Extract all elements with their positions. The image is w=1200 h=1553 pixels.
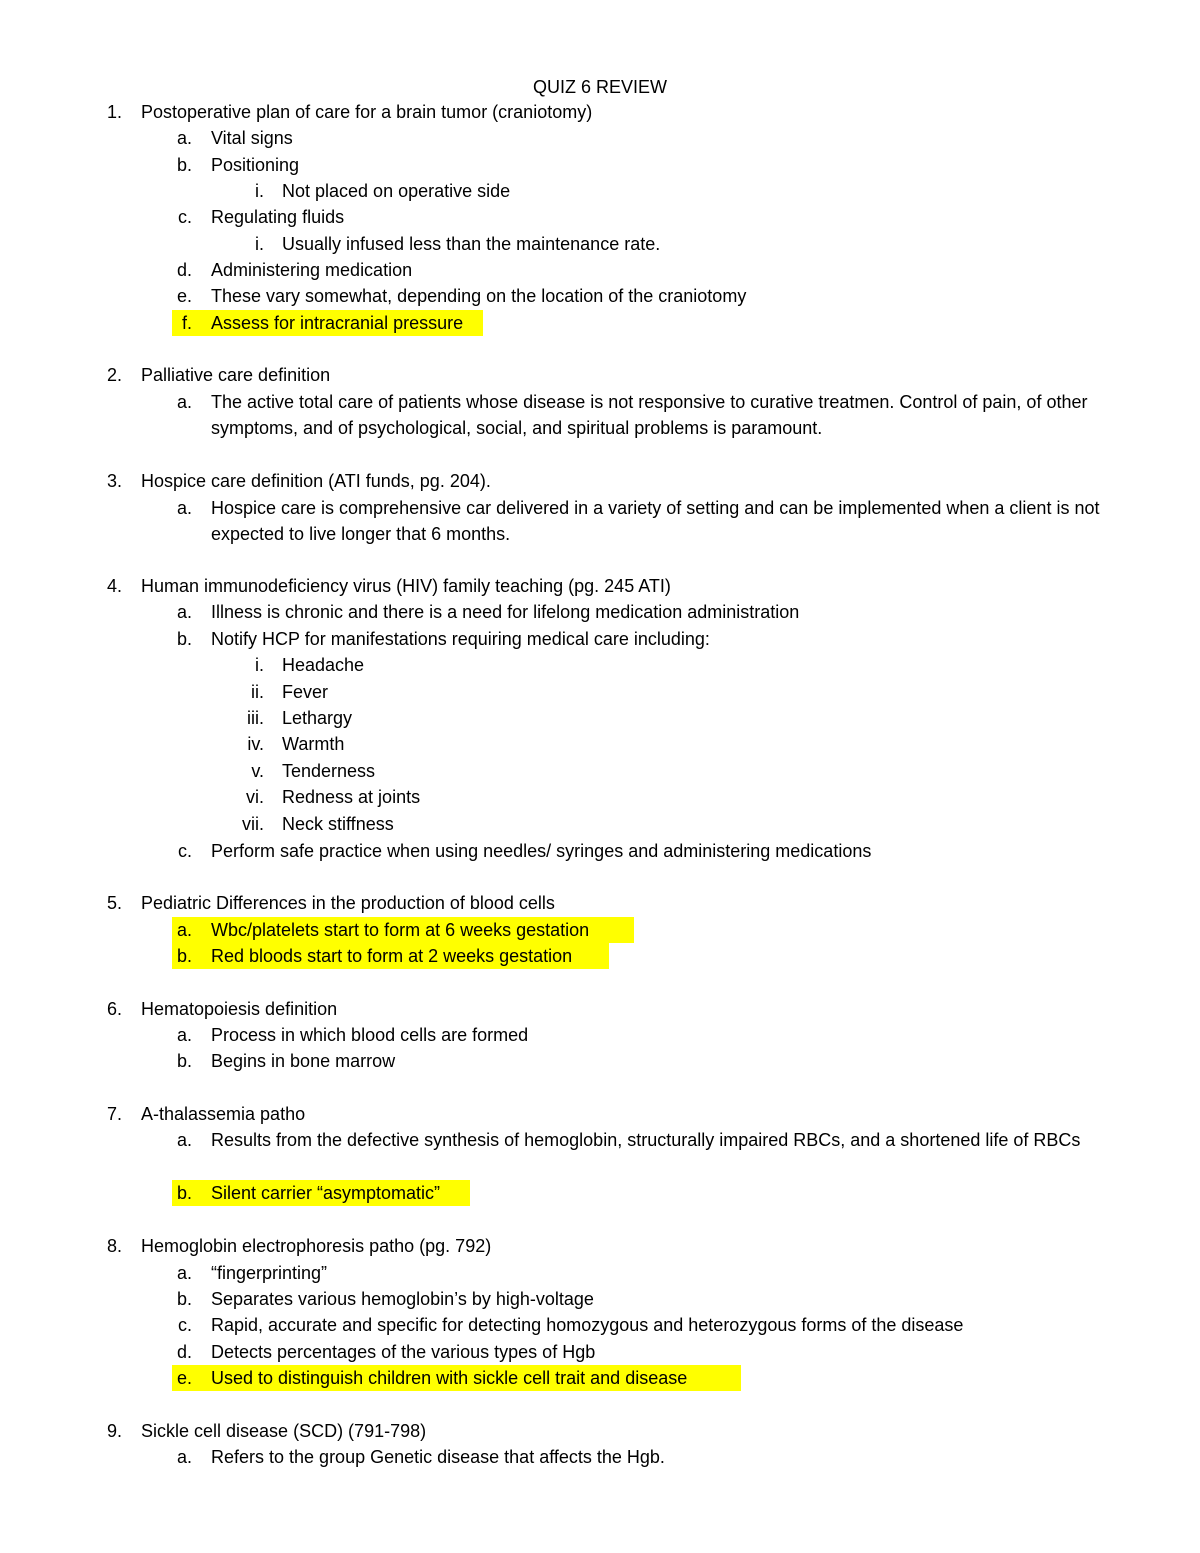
item-roman: i. — [255, 655, 264, 675]
item-text: Separates various hemoglobin’s by high-voltage — [211, 1289, 594, 1309]
item-text: Tenderness — [282, 761, 376, 781]
item-roman: v. — [251, 761, 264, 781]
item-text: Assess for intracranial pressure — [211, 313, 464, 333]
item-text: Warmth — [282, 734, 345, 754]
item-text: Hemoglobin electrophoresis patho (pg. 792) — [141, 1236, 492, 1256]
item-text: Silent carrier “asymptomatic” — [211, 1183, 441, 1203]
item-letter: b. — [176, 946, 192, 966]
item-text: Notify HCP for manifestations requiring medical care including: — [211, 629, 710, 649]
item-text: Results from the defective synthesis of hemoglobin, structurally impaired RBCs, and a shortened life of RBCs — [211, 1130, 1081, 1150]
item-text: Palliative care definition — [141, 365, 331, 385]
item-text: Refers to the group Genetic disease that affects the Hgb. — [211, 1447, 665, 1467]
item-text: “fingerprinting” — [211, 1263, 328, 1283]
item-roman: ii. — [251, 682, 264, 702]
item-letter: e. — [176, 1368, 192, 1388]
item-text: Pediatric Differences in the production of blood cells — [141, 893, 555, 913]
item-letter: c. — [177, 841, 192, 861]
item-text: Hematopoiesis definition — [141, 999, 338, 1019]
item-text: Detects percentages of the various types of Hgb — [211, 1342, 596, 1362]
item-text: Fever — [282, 682, 329, 702]
item-text: Hospice care definition (ATI funds, pg. 204). — [141, 471, 491, 491]
item-letter: a. — [176, 128, 192, 148]
item-text: Neck stiffness — [282, 814, 394, 834]
item-number: 6. — [106, 999, 122, 1019]
item-number: 1. — [106, 102, 122, 122]
item-letter: b. — [176, 629, 192, 649]
item-text: Redness at joints — [282, 787, 421, 807]
item-letter: a. — [176, 1025, 192, 1045]
item-roman: i. — [255, 181, 264, 201]
item-letter: a. — [176, 1130, 192, 1150]
item-text: These vary somewhat, depending on the location of the craniotomy — [211, 286, 747, 306]
item-text: Human immunodeficiency virus (HIV) family teaching (pg. 245 ATI) — [141, 576, 671, 596]
item-text: Regulating fluids — [211, 207, 345, 227]
item-roman: vi. — [246, 787, 264, 807]
item-letter: a. — [176, 392, 192, 412]
item-roman: iii. — [247, 708, 264, 728]
item-letter: c. — [177, 207, 192, 227]
item-number: 5. — [106, 893, 122, 913]
item-number: 3. — [106, 471, 122, 491]
item-text: Headache — [282, 655, 365, 675]
item-roman: i. — [255, 234, 264, 254]
item-number: 9. — [106, 1421, 122, 1441]
item-text: Begins in bone marrow — [211, 1051, 396, 1071]
item-text: Vital signs — [211, 128, 293, 148]
item-text: Not placed on operative side — [282, 181, 511, 201]
item-text: Sickle cell disease (SCD) (791-798) — [141, 1421, 427, 1441]
item-text: Positioning — [211, 155, 300, 175]
item-letter: e. — [176, 286, 192, 306]
item-letter: a. — [176, 1263, 192, 1283]
item-text: Used to distinguish children with sickle cell trait and disease — [211, 1368, 688, 1388]
item-letter: a. — [176, 602, 192, 622]
item-text: The active total care of patients whose disease is not responsive to curative treatmen. Control of pain, of other symptoms, and of psychological, social, and spiritual problems is paramount. — [211, 392, 1088, 438]
item-text: Rapid, accurate and specific for detecting homozygous and heterozygous forms of the disease — [211, 1315, 964, 1335]
item-letter: b. — [176, 1289, 192, 1309]
item-letter: c. — [177, 1315, 192, 1335]
item-text: Usually infused less than the maintenance rate. — [282, 234, 661, 254]
item-number: 7. — [106, 1104, 122, 1124]
item-text: Hospice care is comprehensive car delivered in a variety of setting and can be implemented when a client is not expected to live longer that 6 months. — [211, 498, 1100, 544]
item-letter: b. — [176, 1051, 192, 1071]
item-letter: d. — [176, 260, 192, 280]
item-text: A-thalassemia patho — [141, 1104, 306, 1124]
item-letter: f. — [181, 313, 192, 333]
item-text: Perform safe practice when using needles/ syringes and administering medications — [211, 841, 872, 861]
item-letter: a. — [176, 498, 192, 518]
item-letter: a. — [176, 1447, 192, 1467]
item-roman: vii. — [242, 814, 264, 834]
item-number: 8. — [106, 1236, 122, 1256]
item-letter: d. — [176, 1342, 192, 1362]
item-roman: iv. — [247, 734, 264, 754]
item-text: Illness is chronic and there is a need for lifelong medication administration — [211, 602, 800, 622]
item-letter: b. — [176, 155, 192, 175]
item-letter: b. — [176, 1183, 192, 1203]
item-text: Administering medication — [211, 260, 413, 280]
item-text: Lethargy — [282, 708, 353, 728]
item-number: 2. — [106, 365, 122, 385]
item-text: Red bloods start to form at 2 weeks gestation — [211, 946, 573, 966]
item-number: 4. — [106, 576, 122, 596]
page-title: QUIZ 6 REVIEW — [532, 77, 667, 97]
item-text: Postoperative plan of care for a brain tumor (craniotomy) — [141, 102, 593, 122]
item-letter: a. — [176, 920, 192, 940]
item-text: Process in which blood cells are formed — [211, 1025, 529, 1045]
item-text: Wbc/platelets start to form at 6 weeks gestation — [211, 920, 590, 940]
